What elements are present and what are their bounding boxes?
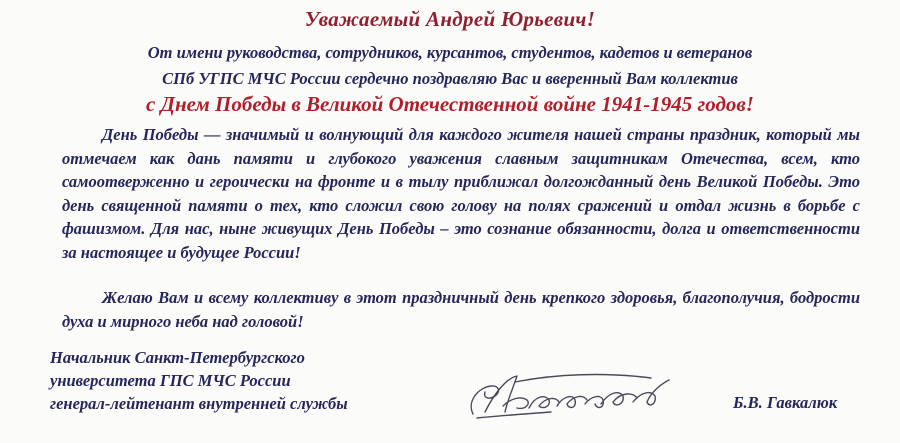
body-paragraph-2: Желаю Вам и всему коллективу в этот праздничный день крепкого здоровья, благополучия, бодрости духа и мирного неба над головой! [62,288,860,331]
signatory-title-line-1: Начальник Санкт-Петербургского [50,348,305,367]
victory-day-headline: с Днем Победы в Великой Отечественной войне 1941-1945 годов! [146,92,754,116]
signatory-title-line-3: генерал-лейтенант внутренней службы [50,394,348,413]
signatory-name: Б.В. Гавкалюк [733,393,838,412]
body-paragraph-1: День Победы — значимый и волнующий для каждого жителя нашей страны праздник, который мы отмечаем как дань памяти и глубокого уважения славным защитникам Отечества, всем, кто самоотверженно и героически на фронте и в тылу приближал долгожданный день Великой Победы. Это день священной памяти о тех, кто сложил свою голову на полях сражений и отдал жизнь в борьбе с фашизмом. Для нас, ныне живущих День Победы – это сознание обязанности, долга и ответственности за настоящее и будущее России! [62,125,860,262]
handwritten-signature [455,362,690,424]
signatory-title [50,346,348,415]
signatory-title-line-2: университета ГПС МЧС России [50,371,291,390]
greeting: Уважаемый Андрей Юрьевич! [304,7,596,31]
intro-line-2: СПб УГПС МЧС России сердечно поздравляю Вас и вверенный Вам коллектив [162,69,738,88]
intro-line-1: От имени руководства, сотрудников, курсантов, студентов, кадетов и ветеранов [147,43,753,62]
